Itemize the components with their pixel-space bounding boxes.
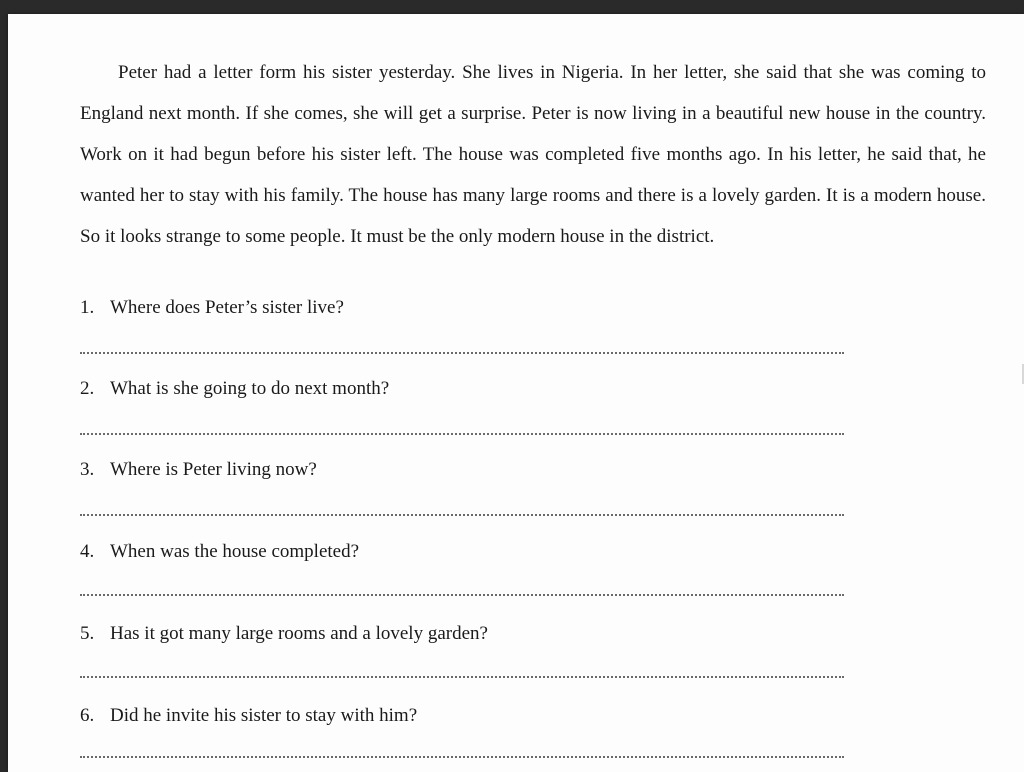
question-number: 3. — [80, 459, 95, 480]
question-text: Where is Peter living now? — [110, 459, 317, 480]
question-text: Did he invite his sister to stay with him? — [110, 705, 418, 726]
question-text: What is she going to do next month? — [110, 378, 390, 399]
question-3 — [80, 458, 317, 482]
question-number: 5. — [80, 623, 95, 644]
answer-line-1[interactable] — [80, 352, 844, 354]
question-number: 4. — [80, 541, 95, 562]
answer-line-6[interactable] — [80, 756, 844, 758]
reading-passage: Peter had a letter form his sister yesterday. She lives in Nigeria. In her letter, she said that she was coming to England next month. If she comes, she will get a surprise. Peter is now living in a beautiful new house in the country. Work on it had begun before his sister left. The house was completed five months ago. In his letter, he said that, he wanted her to stay with his family. The house has many large rooms and there is a lovely garden. It is a modern house. So it looks strange to some people. It must be the only modern house in the district. — [80, 62, 986, 247]
question-5 — [80, 622, 488, 646]
answer-line-2[interactable] — [80, 433, 844, 435]
question-text: Where does Peter’s sister live? — [110, 297, 344, 318]
question-number: 1. — [80, 297, 95, 318]
question-6 — [80, 704, 417, 728]
answer-line-4[interactable] — [80, 594, 844, 596]
worksheet-page — [8, 14, 1024, 772]
answer-line-3[interactable] — [80, 514, 844, 516]
question-4 — [80, 540, 359, 564]
question-number: 2. — [80, 378, 95, 399]
answer-line-5[interactable] — [80, 676, 844, 678]
question-2 — [80, 377, 389, 401]
question-text: When was the house completed? — [110, 541, 360, 562]
question-text: Has it got many large rooms and a lovely garden? — [110, 623, 488, 644]
question-number: 6. — [80, 705, 95, 726]
question-1 — [80, 296, 344, 320]
